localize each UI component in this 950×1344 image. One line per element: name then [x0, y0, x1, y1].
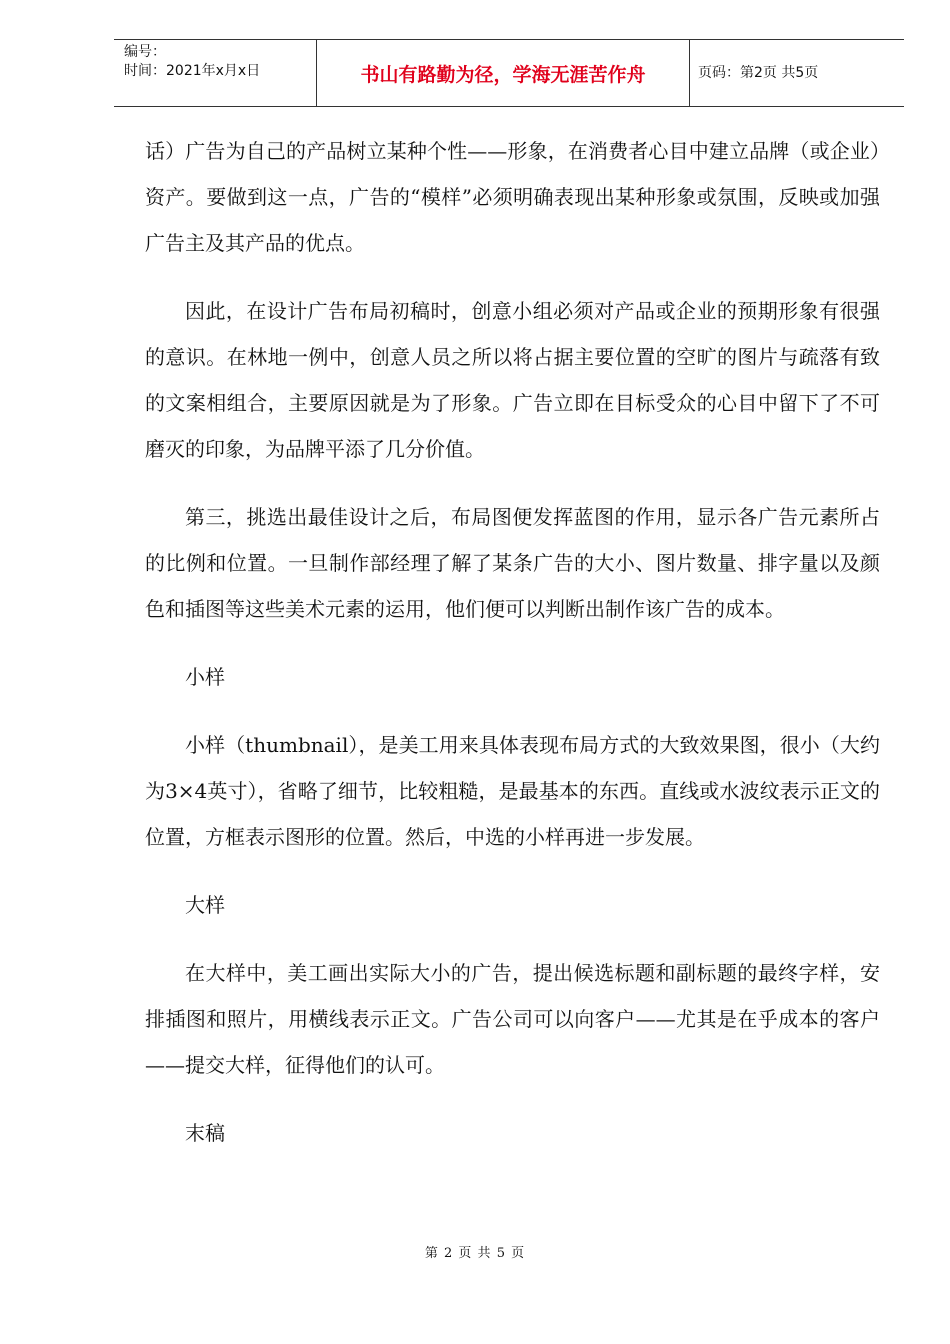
section-heading: 大样 [185, 893, 225, 917]
header-motto: 书山有路勤为径，学海无涯苦作舟 [360, 64, 646, 86]
body-paragraph: 话）广告为自己的产品树立某种个性——形象，在消费者心目中建立品牌（或企业）资产。要做到这一点，广告的“模样”必须明确表现出某种形象或氛围，反映或加强广告主及其产品的优点。 [145, 139, 880, 255]
section-heading: 末稿 [185, 1121, 225, 1145]
document-number-label: 编号： [124, 44, 166, 60]
header-meta-cell [114, 40, 316, 106]
page-footer: 第 2 页 共 5 页 [424, 1246, 526, 1261]
header-page-info: 页码：第2页 共5页 [698, 65, 819, 81]
body-paragraph: 第三，挑选出最佳设计之后，布局图便发挥蓝图的作用，显示各广告元素所占的比例和位置。一旦制作部经理了解了某条广告的大小、图片数量、排字量以及颜色和插图等这些美术元素的运用，他们便可以判断出制作该广告的成本。 [145, 505, 880, 621]
body-paragraph: 在大样中，美工画出实际大小的广告，提出候选标题和副标题的最终字样，安排插图和照片，用横线表示正文。广告公司可以向客户——尤其是在乎成本的客户——提交大样，征得他们的认可。 [145, 961, 880, 1077]
section-heading: 小样 [185, 665, 225, 689]
document-body [145, 128, 880, 1178]
document-date-label: 时间：2021年x月x日 [124, 63, 261, 79]
page-header [114, 39, 904, 107]
body-paragraph: 小样（thumbnail），是美工用来具体表现布局方式的大致效果图，很小（大约为3×4英寸），省略了细节，比较粗糙，是最基本的东西。直线或水波纹表示正文的位置，方框表示图形的位置。然后，中选的小样再进一步发展。 [145, 733, 880, 849]
header-motto-cell [316, 40, 690, 106]
body-paragraph: 因此，在设计广告布局初稿时，创意小组必须对产品或企业的预期形象有很强的意识。在林地一例中，创意人员之所以将占据主要位置的空旷的图片与疏落有致的文案相组合，主要原因就是为了形象。广告立即在目标受众的心目中留下了不可磨灭的印象，为品牌平添了几分价值。 [145, 299, 880, 461]
header-page-cell [690, 40, 904, 106]
